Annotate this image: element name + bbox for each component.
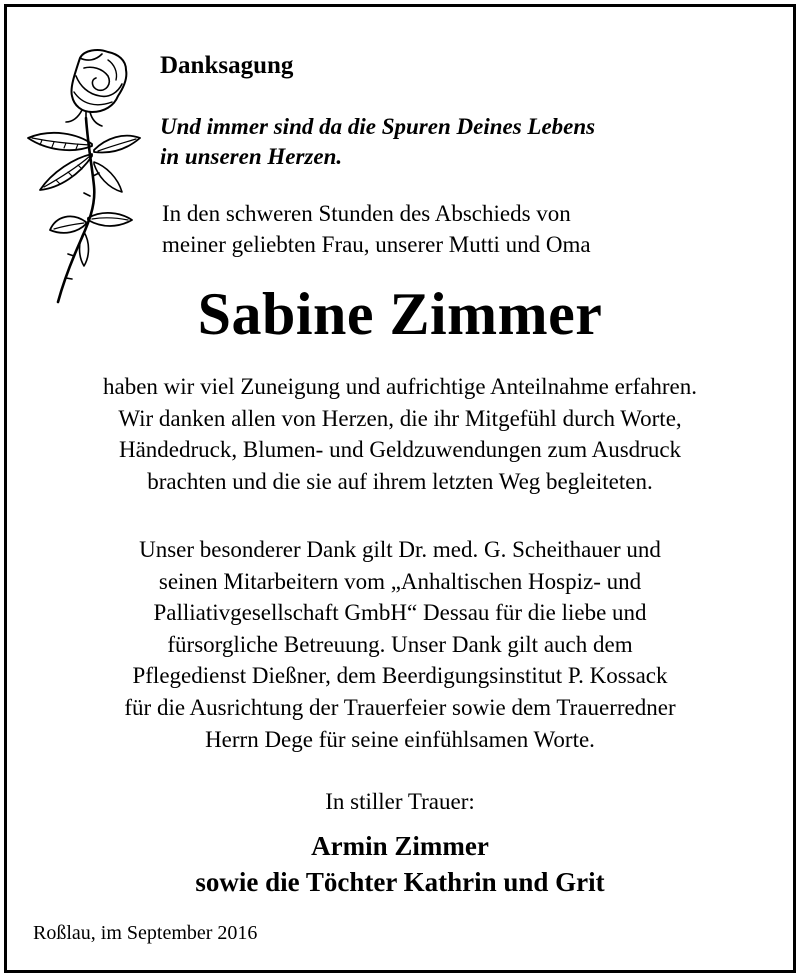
paragraph-line: Unser besonderer Dank gilt Dr. med. G. Scheithauer und [139, 537, 661, 562]
paragraph-line: Pflegedienst Dießner, dem Beerdigungsinstitut P. Kossack [132, 663, 668, 689]
closing-phrase: In stiller Trauer: [325, 789, 475, 814]
paragraph-line: Wir danken allen von Herzen, die ihr Mitgefühl durch Worte, [118, 405, 682, 431]
paragraph-line: Händedruck, Blumen- und Geldzuwendungen zum Ausdruck [118, 437, 682, 463]
motto-line: Und immer sind da die Spuren Deines Lebens [160, 114, 596, 139]
deceased-name: Sabine Zimmer [197, 281, 603, 347]
paragraph-line: Palliativgesellschaft GmbH“ Dessau für die liebe und [153, 600, 647, 626]
intro-line: In den schweren Stunden des Abschieds von [162, 201, 571, 226]
intro-text [162, 198, 591, 260]
motto-quote [160, 112, 595, 172]
paragraph-line: haben wir viel Zuneigung und aufrichtige Anteilnahme erfahren. [103, 374, 697, 399]
paragraph-line: für die Ausrichtung der Trauerfeier sowie dem Trauerredner [124, 694, 676, 720]
signer-name: Armin Zimmer [311, 831, 489, 861]
rose-icon [22, 46, 146, 304]
signers [0, 828, 800, 900]
thanks-paragraph [0, 371, 800, 497]
paragraph-line: Herrn Dege für seine einfühlsamen Worte. [205, 726, 595, 752]
paragraph-line: fürsorgliche Betreuung. Unser Dank gilt auch dem [167, 631, 633, 657]
place-date: Roßlau, im September 2016 [33, 922, 258, 944]
intro-line: meiner geliebten Frau, unserer Mutti und Oma [162, 232, 591, 257]
special-thanks-paragraph [0, 534, 800, 755]
paragraph-line: seinen Mitarbeitern vom „Anhaltischen Hospiz- und [158, 568, 642, 594]
signer-family: sowie die Töchter Kathrin und Grit [195, 867, 605, 897]
motto-line: in unseren Herzen. [160, 144, 343, 169]
paragraph-line: brachten und die sie auf ihrem letzten Weg begleiteten. [147, 468, 653, 494]
notice-heading: Danksagung [160, 52, 294, 79]
